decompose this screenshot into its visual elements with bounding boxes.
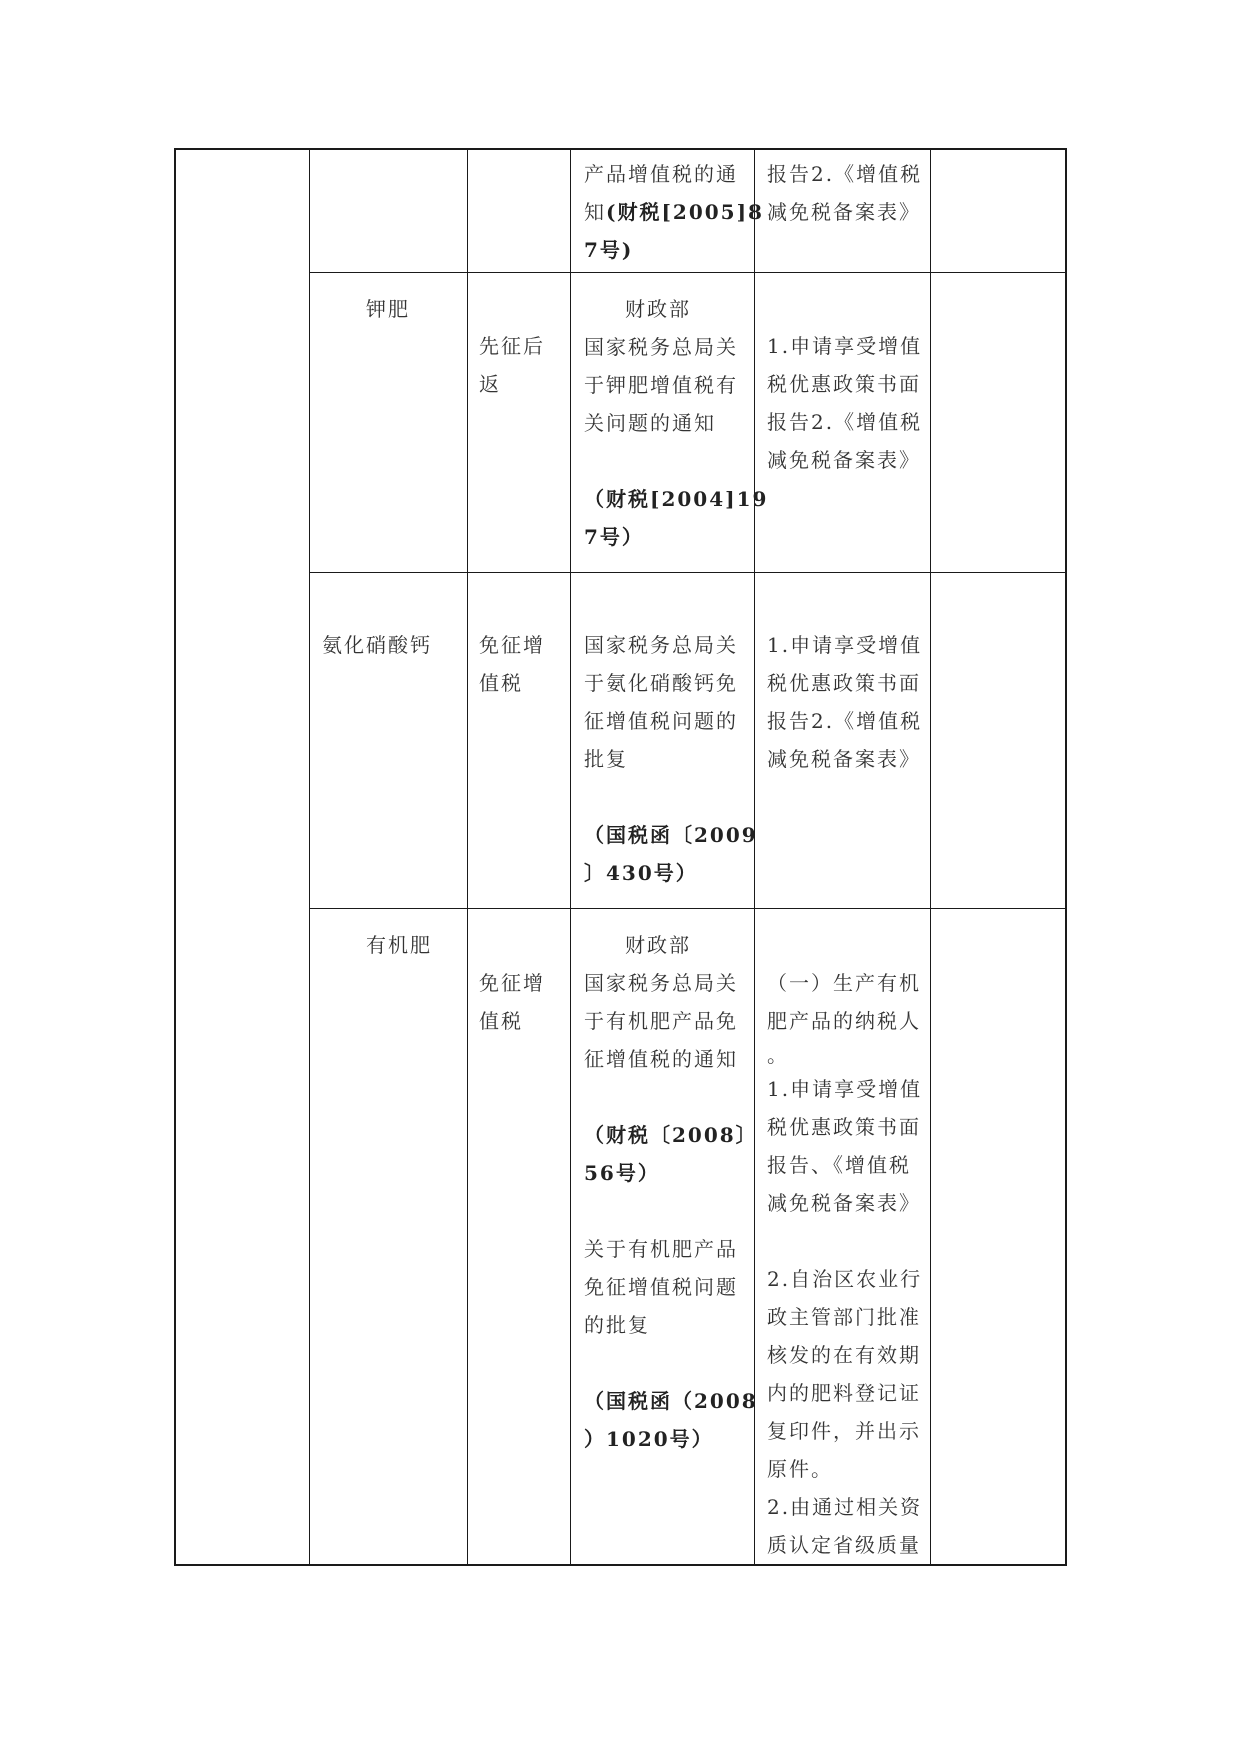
policy-line: 56号） <box>584 1161 660 1185</box>
policy-cell <box>584 155 764 269</box>
product-label: 钾肥 <box>366 297 410 321</box>
table-border-right <box>1065 148 1067 1565</box>
table-border-bottom <box>174 1564 1067 1566</box>
policy-line: 关于有机肥产品 <box>584 1237 738 1261</box>
policy-line: 关问题的通知 <box>584 411 716 435</box>
materials-line: 2.自治区农业行 <box>767 1267 923 1291</box>
policy-cell <box>584 290 768 556</box>
table-border-top <box>174 148 1067 150</box>
policy-line: 的批复 <box>584 1313 650 1337</box>
materials-line: 原件。 <box>767 1457 833 1481</box>
materials-cell <box>767 626 922 778</box>
materials-line: 肥产品的纳税人 <box>767 1009 921 1033</box>
policy-line: （国税函（2008 <box>584 1389 758 1413</box>
method-line: 免征增 <box>479 633 545 657</box>
method-cell <box>479 327 545 403</box>
materials-line: 税优惠政策书面 <box>767 671 921 695</box>
materials-line: 报告2.《增值税 <box>767 162 923 186</box>
policy-line: ）1020号） <box>584 1427 714 1451</box>
row-divider-1 <box>309 272 1067 273</box>
product-name <box>366 290 410 328</box>
spacer <box>584 1078 758 1116</box>
policy-cell <box>584 926 758 1458</box>
materials-line: 报告2.《增值税 <box>767 709 923 733</box>
materials-line: 。 <box>767 1043 789 1067</box>
policy-line: 征增值税的通知 <box>584 1047 738 1071</box>
materials-line: 内的肥料登记证 <box>767 1381 921 1405</box>
method-line: 免征增 <box>479 971 545 995</box>
materials-cell <box>767 964 922 1564</box>
method-line: 值税 <box>479 671 523 695</box>
spacer <box>767 1222 922 1260</box>
materials-line: 核发的在有效期 <box>767 1343 921 1367</box>
materials-line: （一）生产有机 <box>767 971 921 995</box>
method-line: 先征后 <box>479 334 545 358</box>
policy-line: 征增值税问题的 <box>584 709 738 733</box>
materials-line: 质认定省级质量 <box>767 1533 921 1557</box>
spacer <box>584 1192 758 1230</box>
row-divider-3 <box>309 908 1067 909</box>
materials-line: 减免税备案表》 <box>767 1191 921 1215</box>
row-divider-2 <box>309 572 1067 573</box>
policy-line: 7号) <box>584 238 634 262</box>
policy-line: 国家税务总局关 <box>584 633 738 657</box>
materials-line: 减免税备案表》 <box>767 448 921 472</box>
policy-line: （国税函〔2009 <box>584 823 758 847</box>
product-label: 有机肥 <box>366 933 432 957</box>
policy-line-prefix: 知 <box>584 200 606 224</box>
policy-cell <box>584 626 758 892</box>
product-name <box>322 626 432 664</box>
policy-line: 国家税务总局关 <box>584 971 738 995</box>
policy-line: 批复 <box>584 747 628 771</box>
table-divider-5 <box>930 148 931 1565</box>
method-line: 值税 <box>479 1009 523 1033</box>
policy-line: 财政部 <box>625 297 691 321</box>
materials-line: 政主管部门批准 <box>767 1305 921 1329</box>
policy-line: 财政部 <box>625 933 691 957</box>
materials-line: 1.申请享受增值 <box>767 1077 923 1101</box>
materials-line: 1.申请享受增值 <box>767 633 923 657</box>
spacer <box>584 778 758 816</box>
spacer <box>584 442 768 480</box>
materials-line: 复印件，并出示 <box>767 1419 921 1443</box>
method-line: 返 <box>479 372 501 396</box>
materials-line: 1.申请享受增值 <box>767 334 923 358</box>
policy-line: 国家税务总局关 <box>584 335 738 359</box>
policy-line: 产品增值税的通 <box>584 162 738 186</box>
policy-line-bold: (财税[2005]8 <box>606 200 764 224</box>
product-name <box>366 926 432 964</box>
policy-line: 免征增值税问题 <box>584 1275 738 1299</box>
materials-line: 税优惠政策书面 <box>767 372 921 396</box>
materials-cell <box>767 155 922 231</box>
policy-line: 于钾肥增值税有 <box>584 373 738 397</box>
policy-line <box>584 193 764 231</box>
product-label: 氨化硝酸钙 <box>322 633 432 657</box>
materials-line: 减免税备案表》 <box>767 747 921 771</box>
policy-line: 于氨化硝酸钙免 <box>584 671 738 695</box>
method-cell <box>479 964 545 1040</box>
table-divider-2 <box>467 148 468 1565</box>
table-divider-1 <box>309 148 310 1565</box>
materials-line: 报告、《增值税 <box>767 1153 911 1177</box>
materials-cell <box>767 327 922 479</box>
policy-line: （财税〔2008〕 <box>584 1123 758 1147</box>
materials-line: 报告2.《增值税 <box>767 410 923 434</box>
policy-line: （财税[2004]19 <box>584 487 769 511</box>
table-border-left <box>174 148 176 1565</box>
materials-line: 2.由通过相关资 <box>767 1495 923 1519</box>
spacer <box>584 1344 758 1382</box>
table-divider-3 <box>570 148 571 1565</box>
policy-line: 7号） <box>584 525 644 549</box>
policy-line: 于有机肥产品免 <box>584 1009 738 1033</box>
materials-line: 减免税备案表》 <box>767 200 921 224</box>
method-cell <box>479 626 545 702</box>
policy-line: 〕430号） <box>584 861 698 885</box>
materials-line: 税优惠政策书面 <box>767 1115 921 1139</box>
